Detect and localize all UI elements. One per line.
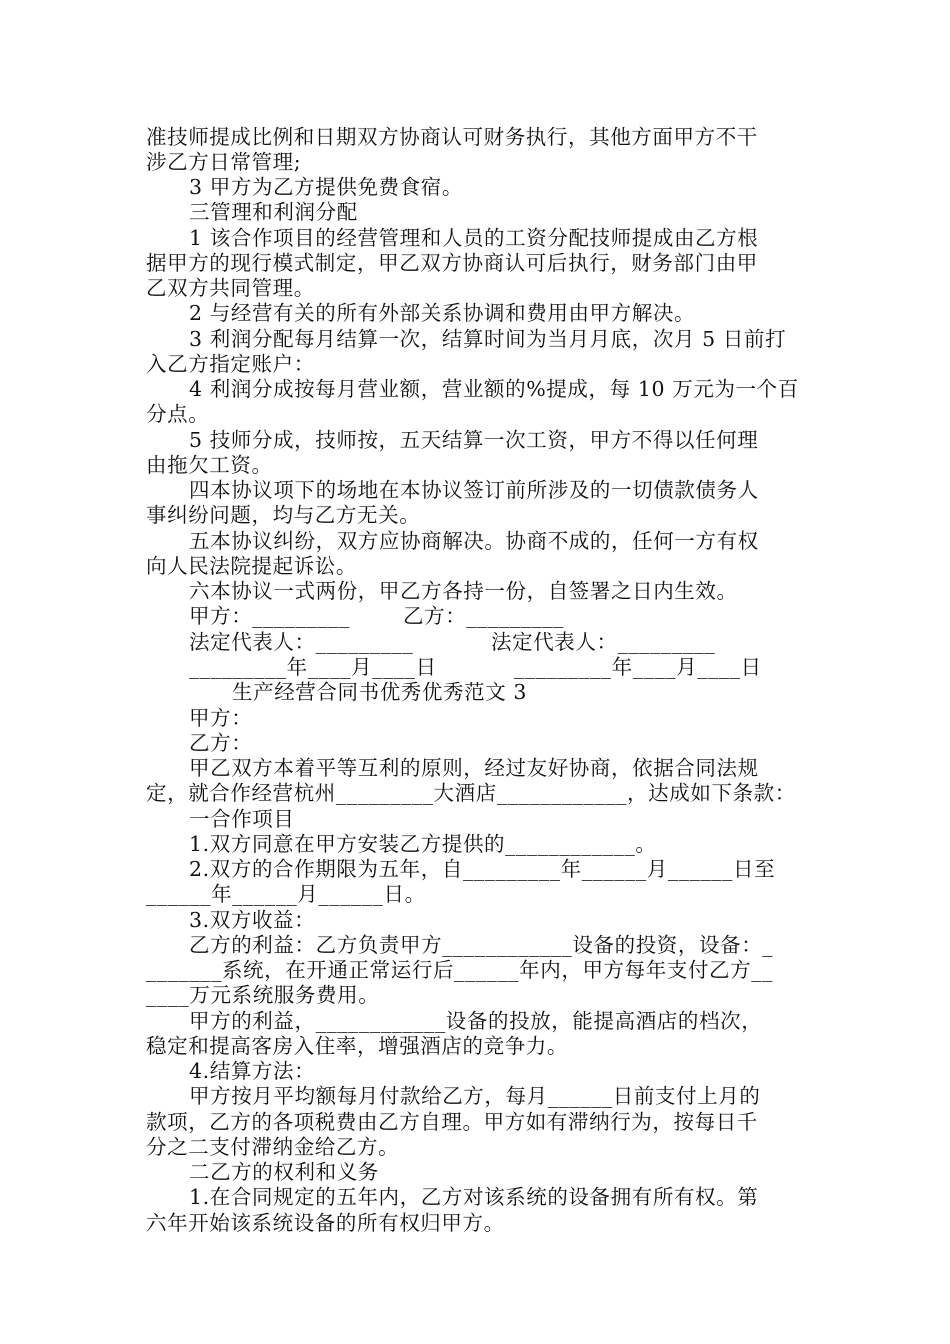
section-heading: 三管理和利润分配 (189, 200, 358, 224)
text-line: 1.在合同规定的五年内，乙方对该系统的设备拥有所有权。第 (189, 1185, 759, 1209)
text-line: 定，就合作经营杭州_________大酒店____________，达成如下条款： (146, 781, 796, 805)
text-line: 2 与经营有关的所有外部关系协调和费用由甲方解决。 (189, 301, 696, 325)
text-line: 款项，乙方的各项税费由乙方自理。甲方如有滞纳行为，按每日千 (146, 1110, 758, 1134)
text-line: 五本协议纠纷，双方应协商解决。协商不成的，任何一方有权 (189, 529, 759, 553)
text-line: 据甲方的现行模式制定，甲乙双方协商认可后执行，财务部门由甲 (146, 251, 758, 275)
signature-date-a: _________年____月____日 (189, 655, 437, 679)
text-line: 六本协议一式两份，甲乙方各持一份，自签署之日内生效。 (189, 579, 738, 603)
text-line: 3.双方收益： (189, 908, 316, 932)
text-line: 甲方按月平均额每月付款给乙方，每月______日前支付上月的 (189, 1084, 761, 1108)
signature-date-b: _________年____月____日 (514, 655, 762, 679)
document-title: 生产经营合同书优秀优秀范文 3 (232, 680, 528, 704)
text-line: 3 利润分配每月结算一次，结算时间为当月月底，次月 5 日前打 (189, 327, 787, 351)
text-line: ______年______月______日。 (146, 882, 426, 906)
text-line: 准技师提成比例和日期双方协商认可财务执行，其他方面甲方不干 (146, 125, 758, 149)
signature-rep-a: 法定代表人：_________ (189, 630, 414, 654)
text-line: 4 利润分成按每月营业额，营业额的%提成，每 10 万元为一个百 (189, 377, 799, 401)
text-line: 分点。 (146, 402, 210, 426)
signature-party-b: 乙方：_________ (403, 604, 564, 628)
text-line: 甲方的利益，____________设备的投放，能提高酒店的档次， (189, 1009, 763, 1033)
text-line: 入乙方指定账户： (146, 352, 315, 376)
text-line: 事纠纷问题，均与乙方无关。 (146, 503, 421, 527)
section-heading: 一合作项目 (189, 807, 295, 831)
text-line: 四本协议项下的场地在本协议签订前所涉及的一切债款债务人 (189, 478, 759, 502)
text-line: 1 该合作项目的经营管理和人员的工资分配技师提成由乙方根 (189, 226, 759, 250)
signature-rep-b: 法定代表人：_________ (491, 630, 716, 654)
signature-party-a: 甲方：_________ (189, 604, 350, 628)
text-line: 3 甲方为乙方提供免费食宿。 (189, 175, 463, 199)
text-line: 甲方： (189, 706, 253, 730)
text-line: 涉乙方日常管理; (146, 150, 302, 174)
text-line: 向人民法院提起诉讼。 (146, 554, 357, 578)
text-line: 甲乙双方本着平等互利的原则，经过友好协商，依据合同法规 (189, 756, 759, 780)
text-line: 由拖欠工资。 (146, 453, 273, 477)
text-line: 乙方： (189, 731, 253, 755)
text-line: 2.双方的合作期限为五年，自_________年______月______日至 (189, 857, 776, 881)
text-line: 乙方的利益：乙方负责甲方____________设备的投资，设备：_ (189, 933, 774, 957)
text-line: 乙双方共同管理。 (146, 276, 315, 300)
text-line: 稳定和提高客房入住率，增强酒店的竞争力。 (146, 1034, 568, 1058)
section-heading: 二乙方的权利和义务 (189, 1160, 379, 1184)
text-line: 4.结算方法： (189, 1059, 316, 1083)
text-line: 5 技师分成，技师按，五天结算一次工资，甲方不得以任何理 (189, 428, 759, 452)
text-line: _______系统，在开通正常运行后______年内，甲方每年支付乙方__ (146, 958, 773, 982)
text-line: 分之二支付滞纳金给乙方。 (146, 1135, 400, 1159)
text-line: 六年开始该系统设备的所有权归甲方。 (146, 1211, 505, 1235)
text-line: 1.双方同意在甲方安装乙方提供的____________。 (189, 832, 657, 856)
text-line: ____万元系统服务费用。 (146, 983, 380, 1007)
